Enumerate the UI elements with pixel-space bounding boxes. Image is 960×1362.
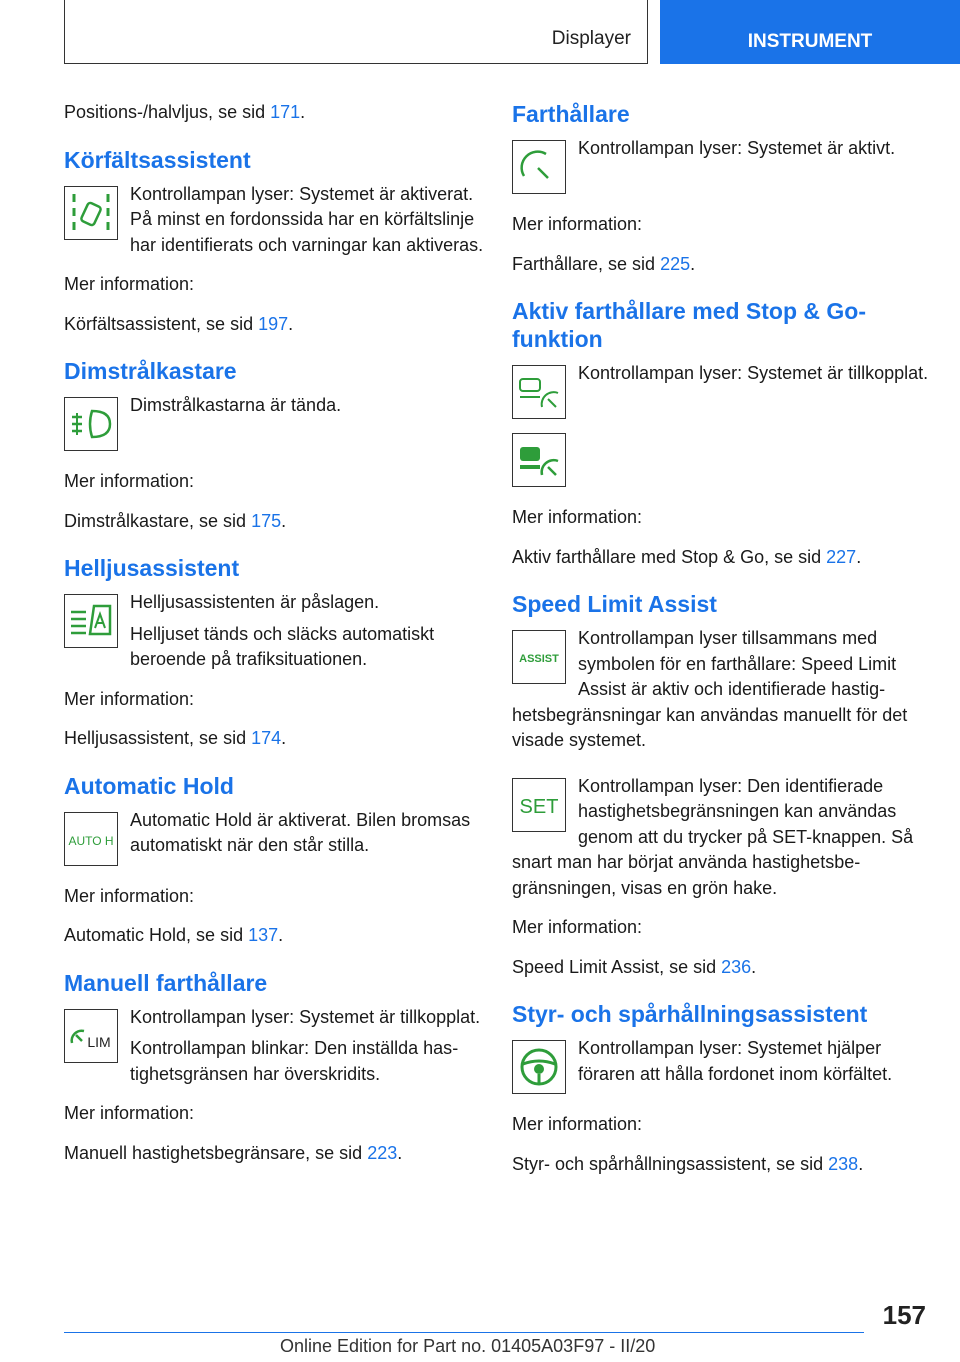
ref-text: Manuell hastighetsbegränsare, se sid [64, 1142, 368, 1163]
more-info-reference [64, 509, 484, 535]
intro-reference [64, 100, 484, 126]
section-manuell-farthallare [64, 969, 484, 1167]
page-link-223[interactable]: 223 [367, 1142, 398, 1163]
intro-text: Positions-/halvljus, se sid [64, 102, 271, 122]
section-body-2: Kontrollampan blinkar: Den inställda hastighetsgränsen har överskridits. [130, 1038, 459, 1084]
more-info-reference [64, 312, 484, 338]
more-info-reference [512, 252, 932, 278]
ref-end: . [858, 1153, 864, 1174]
ref-text: Körfältsassistent, se sid [64, 313, 259, 334]
section-body: Dimstrålkastarna är tända. [130, 395, 342, 415]
set-icon [512, 778, 566, 832]
more-info-label: Mer information: [64, 688, 195, 709]
page-link-238[interactable]: 238 [828, 1153, 859, 1174]
high-beam-assist-icon [64, 594, 118, 648]
assist-icon [512, 630, 566, 684]
section-title: Aktiv farthållare med Stop & Go-funktion [512, 298, 867, 352]
section-automatic-hold [64, 772, 484, 949]
ref-text: Aktiv farthållare med Stop & Go, se sid [512, 546, 827, 567]
auto-hold-icon-text: AUTO H [68, 833, 114, 848]
section-title: Manuell farthållare [64, 969, 268, 996]
page-link-197[interactable]: 197 [258, 313, 289, 334]
section-helljusassistent [64, 554, 484, 752]
page-link-227[interactable]: 227 [826, 546, 857, 567]
more-info-label: Mer information: [512, 214, 643, 234]
ref-end: . [288, 313, 294, 334]
header-chapter-tab[interactable]: INSTRUMENT [660, 0, 960, 64]
active-cruise-filled-icon [512, 433, 566, 487]
page-link-137[interactable]: 137 [248, 925, 279, 945]
more-info-label: Mer information: [64, 471, 195, 491]
more-info-reference [64, 923, 484, 949]
page-link-174[interactable]: 174 [251, 728, 282, 748]
section-body-1: Kontrollampan lyser: Systemet är tillkopplat. [130, 1006, 481, 1027]
ref-end: . [690, 253, 696, 274]
more-info-reference [64, 1141, 484, 1167]
section-title: Automatic Hold [64, 772, 234, 799]
footer-edition: Online Edition for Part no. 01405A03F97 - II/20 [280, 1336, 656, 1356]
page-link-225[interactable]: 225 [660, 253, 691, 274]
header-section-box [64, 0, 648, 64]
section-body: Kontrollampan lyser: Systemet är aktivt. [578, 138, 896, 158]
ref-text: Helljusassistent, se sid [64, 728, 252, 748]
more-info-label: Mer information: [64, 1103, 195, 1123]
ref-end: . [856, 546, 862, 567]
page-number: 157 [882, 1300, 926, 1330]
section-title: Speed Limit Assist [512, 591, 717, 617]
more-info-label: Mer information: [64, 885, 195, 906]
section-speed-limit-assist [512, 590, 932, 980]
section-title: Farthållare [512, 101, 630, 127]
section-title: Körfältsassistent [64, 146, 251, 173]
footer-divider [64, 1332, 864, 1333]
section-body-2: Helljuset tänds och släcks automatiskt beroende på trafiksituationen. [130, 623, 435, 669]
more-info-reference [512, 955, 932, 981]
ref-text: Farthållare, se sid [512, 253, 661, 274]
left-column [64, 100, 484, 1186]
section-farthallare [512, 100, 932, 277]
set-icon-text: SET [519, 795, 559, 818]
lane-assist-icon [64, 186, 118, 240]
page-link-175[interactable]: 175 [251, 510, 282, 531]
section-styr-sparhallningsassistent [512, 1000, 932, 1177]
ref-end: . [281, 728, 287, 748]
section-title: Helljusassistent [64, 555, 240, 581]
section-korfaltsassistent [64, 146, 484, 338]
fog-light-icon [64, 397, 118, 451]
ref-text: Automatic Hold, se sid [64, 925, 249, 945]
ref-end: . [281, 510, 287, 531]
steering-wheel-icon [512, 1040, 566, 1094]
section-body: Automatic Hold är aktiverat. Bilen bromsas automatiskt när den står stilla. [130, 809, 471, 855]
ref-end: . [751, 956, 757, 977]
ref-text: Styr- och spårhållningsassistent, se sid [512, 1153, 829, 1174]
ref-end: . [397, 1142, 403, 1163]
more-info-reference [512, 1152, 932, 1178]
more-info-label: Mer information: [512, 917, 643, 937]
section-body: Kontrollampan lyser: Systemet är tillkopplat. [578, 363, 929, 383]
intro-end: . [300, 102, 306, 122]
more-info-reference [512, 545, 932, 571]
section-body-1: Helljusassistenten är påslagen. [130, 592, 380, 612]
auto-hold-icon [64, 812, 118, 866]
section-body: Kontrollampan lyser: Systemet är aktiverat. På minst en fordonssida har en körfältslinje har identifierats och varningar kan aktiveras. [130, 183, 484, 255]
speed-limiter-icon-text: LIM [87, 1033, 111, 1050]
section-aktiv-farthallare [512, 297, 932, 570]
more-info-label: Mer information: [64, 274, 195, 294]
section-body: Kontrollampan lyser: Systemet hjälper föraren att hålla fordonet inom körfältet. [578, 1038, 893, 1084]
header-section-title: Displayer [551, 28, 631, 49]
more-info-label: Mer information: [512, 1114, 643, 1134]
ref-text: Speed Limit Assist, se sid [512, 956, 722, 977]
section-title: Styr- och spårhållningsassistent [512, 1001, 868, 1027]
more-info-reference [64, 726, 484, 752]
assist-icon-text: ASSIST [519, 653, 559, 665]
section-body-2: Kontrollampan lyser: Den identifierade hastighetsbegränsningen kan användas genom att du trycker på SET-knappen. Så snart man har börjat använda hastighetsbegränsningen, visas en grön hake. [512, 775, 914, 898]
more-info-label: Mer information: [512, 507, 643, 527]
cruise-control-icon [512, 140, 566, 194]
ref-text: Dimstrålkastare, se sid [64, 510, 252, 531]
active-cruise-outline-icon [512, 365, 566, 419]
page-link-236[interactable]: 236 [721, 956, 752, 977]
speed-limiter-icon [64, 1009, 118, 1063]
page-link-171[interactable]: 171 [270, 102, 301, 122]
right-column [512, 100, 932, 1197]
section-body-1: Kontrollampan lyser tillsammans med symbolen för en farthållare: Speed Limit Assist är aktiv och identifierade hastighetsbegränsningar kan användas manuellt för det visade systemet. [512, 628, 908, 750]
section-title: Dimstrålkastare [64, 358, 237, 384]
section-dimstralkastare [64, 357, 484, 534]
ref-end: . [278, 925, 284, 945]
